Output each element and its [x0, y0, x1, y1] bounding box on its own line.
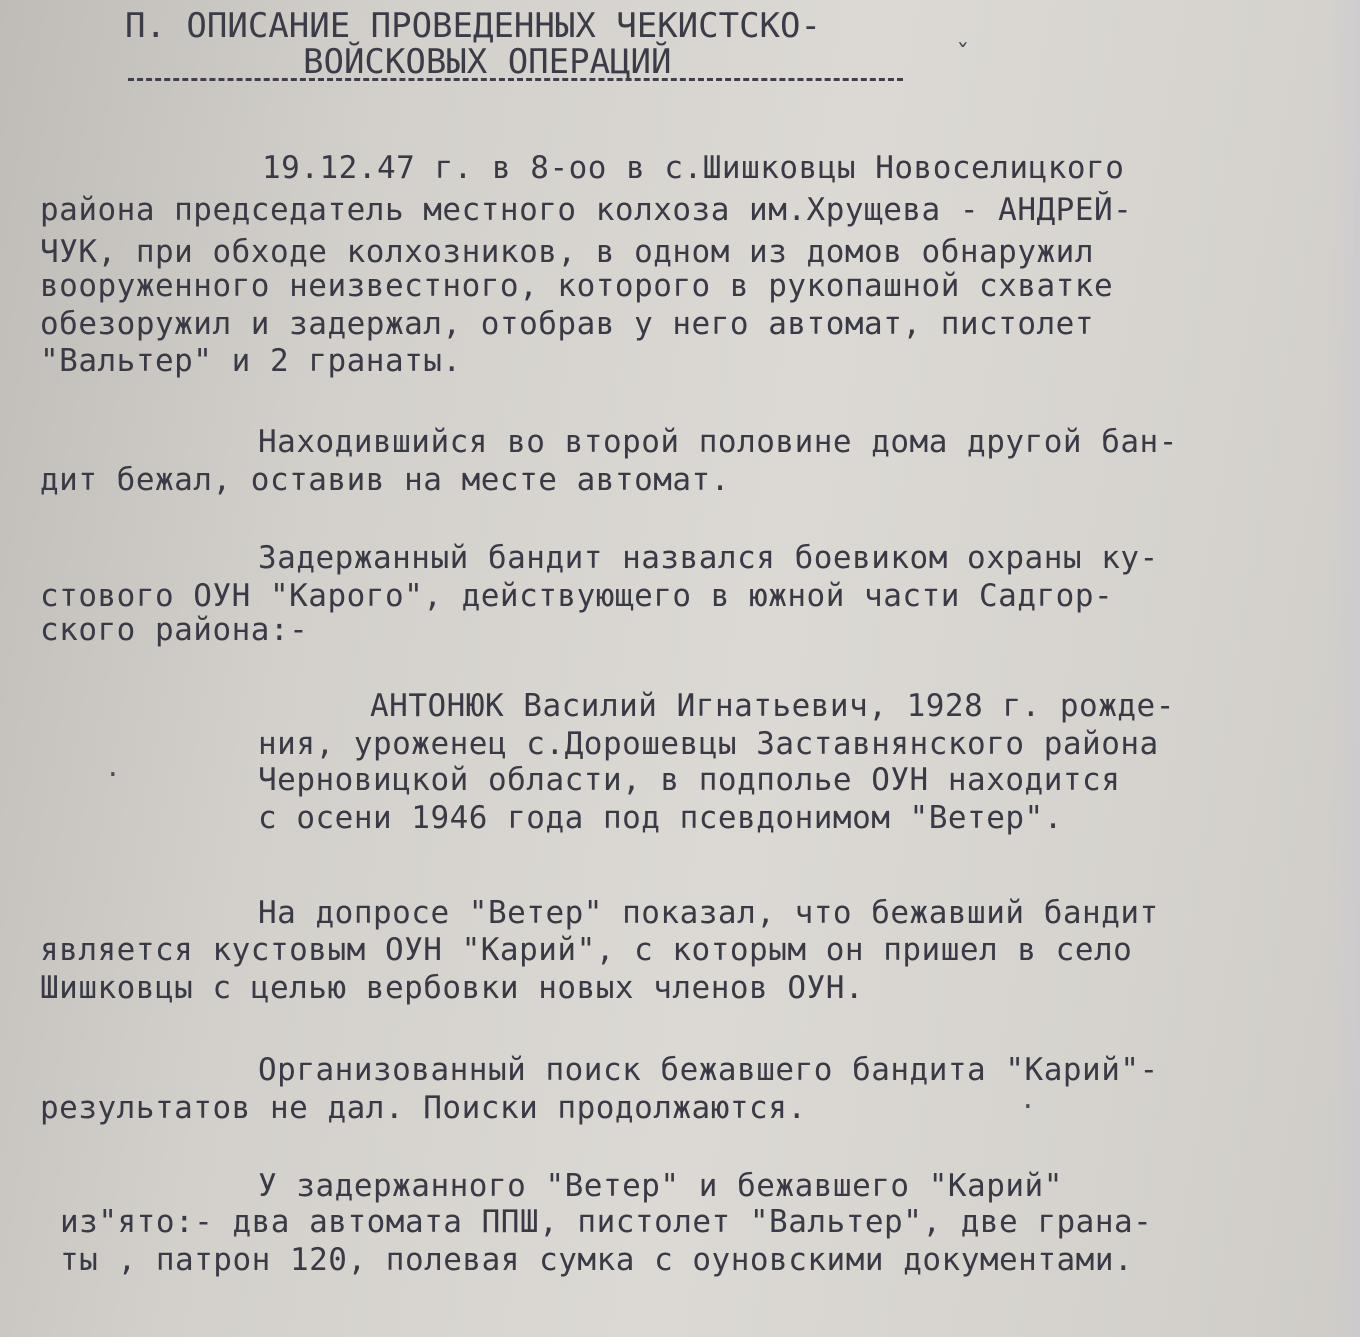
paragraph-3-line-3: ского района:-	[40, 612, 309, 648]
paragraph-2-line-2: дит бежал, оставив на месте автомат.	[40, 462, 730, 498]
paragraph-6-line-2: результатов не дал. Поиски продолжаются.	[40, 1090, 807, 1126]
paragraph-1-line-3: ЧУК, при обходе колхозников, в одном из домов обнаружил	[40, 234, 1094, 270]
paragraph-7-line-2: из"ято:- два автомата ППШ, пистолет "Вальтер", две грана-	[60, 1204, 1153, 1240]
paragraph-4-line-2: ния, уроженец с.Дорошевцы Заставнянского района	[258, 726, 1159, 762]
paragraph-1-line-2: района председатель местного колхоза им.Хрущева - АНДРЕЙ-	[40, 192, 1133, 228]
paragraph-5-line-1: На допросе "Ветер" показал, что бежавший бандит	[258, 895, 1159, 931]
paragraph-1-line-4: вооруженного неизвестного, которого в рукопашной схватке	[40, 268, 1114, 304]
paragraph-4-line-1: АНТОНЮК Василий Игнатьевич, 1928 г. рожде-	[370, 688, 1175, 724]
heading-underline	[128, 78, 903, 81]
paragraph-3-line-2: стового ОУН "Карого", действующего в южной части Садгор-	[40, 578, 1114, 614]
ink-speck: ·	[1020, 1092, 1036, 1122]
paragraph-4-line-4: с осени 1946 года под псевдонимом "Ветер".	[258, 800, 1063, 836]
paragraph-7-line-3: ты , патрон 120, полевая сумка с оуновскими документами.	[60, 1242, 1134, 1278]
ink-speck: ·	[105, 760, 121, 790]
heading-line-1: П. ОПИСАНИЕ ПРОВЕДЕННЫХ ЧЕКИСТСКО-	[125, 6, 821, 46]
paragraph-5-line-2: является кустовым ОУН "Карий", с которым он пришел в село	[40, 932, 1133, 968]
ink-speck: ˇ	[955, 40, 971, 70]
paragraph-1-line-5: обезоружил и задержал, отобрав у него автомат, пистолет	[40, 306, 1094, 342]
page-edge-shadow	[1330, 0, 1360, 1337]
section-heading	[125, 6, 905, 166]
paragraph-1-line-1: 19.12.47 г. в 8-оо в с.Шишковцы Новоселицкого	[262, 150, 1125, 186]
paragraph-7-line-1: У задержанного "Ветер" и бежавшего "Карий"	[258, 1168, 1063, 1204]
paragraph-1-line-6: "Вальтер" и 2 гранаты.	[40, 343, 462, 379]
paragraph-5-line-3: Шишковцы с целью вербовки новых членов ОУН.	[40, 970, 865, 1006]
paragraph-3-line-1: Задержанный бандит назвался боевиком охраны ку-	[258, 540, 1159, 576]
heading-line-2: ВОЙСКОВЫХ ОПЕРАЦИЙ	[303, 42, 672, 82]
paragraph-6-line-1: Организованный поиск бежавшего бандита "Карий"-	[258, 1052, 1159, 1088]
paragraph-2-line-1: Находившийся во второй половине дома другой бан-	[258, 424, 1178, 460]
paragraph-4-line-3: Черновицкой области, в подполье ОУН находится	[258, 762, 1121, 798]
